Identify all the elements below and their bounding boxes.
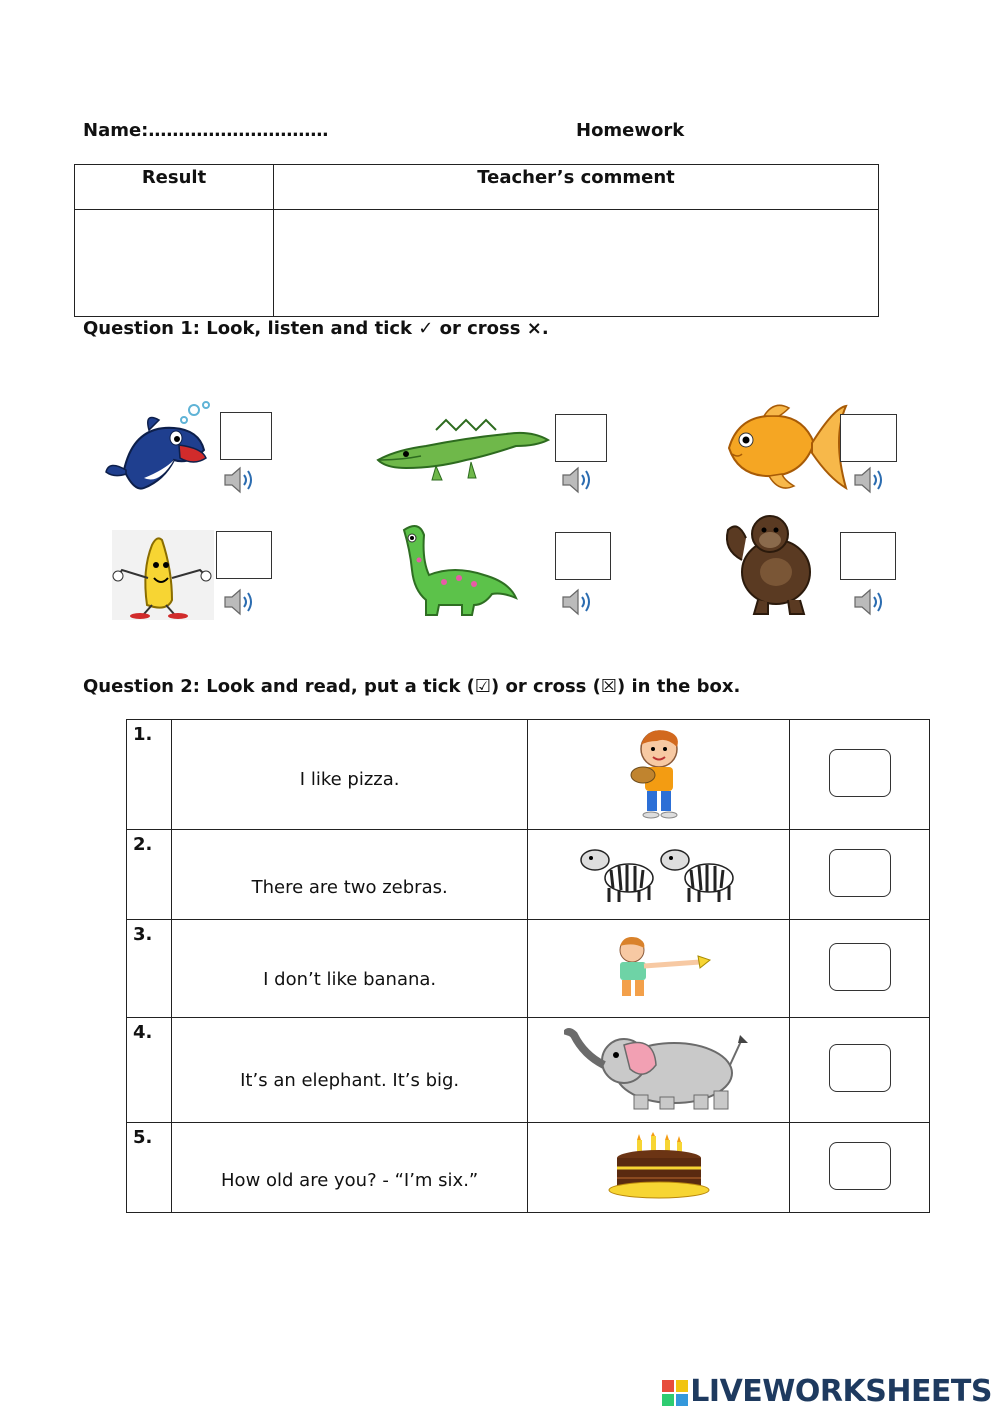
row-sentence: I like pizza. <box>299 769 400 790</box>
answer-box-1[interactable] <box>829 749 891 797</box>
row-sentence: It’s an elephant. It’s big. <box>240 1070 460 1091</box>
row-number: 2. <box>127 830 172 920</box>
answer-box-banana[interactable] <box>216 531 272 579</box>
zebras-icon <box>579 840 739 906</box>
liveworksheets-logo <box>662 1374 992 1409</box>
row-sentence: How old are you? - “I’m six.” <box>221 1170 479 1191</box>
dinosaur-icon <box>384 520 524 620</box>
answer-box-goldfish[interactable] <box>840 414 897 462</box>
logo-blocks-icon <box>662 1380 688 1406</box>
row-sentence: There are two zebras. <box>251 877 448 898</box>
row-number: 1. <box>127 720 172 830</box>
page-title: Homework <box>576 120 685 141</box>
speaker-icon[interactable] <box>852 465 888 495</box>
row-number: 4. <box>127 1018 172 1123</box>
banana-icon <box>112 530 214 620</box>
result-cell <box>75 210 274 317</box>
birthday-cake-icon <box>607 1132 711 1200</box>
table-row <box>127 830 930 920</box>
comment-cell <box>274 210 879 317</box>
question2-heading: Question 2: Look and read, put a tick (☑) or cross (☒) in the box. <box>83 676 741 697</box>
boy-eating-icon <box>627 727 691 819</box>
table-row <box>127 920 930 1018</box>
speaker-icon[interactable] <box>852 587 888 617</box>
answer-box-4[interactable] <box>829 1044 891 1092</box>
dolphin-icon <box>104 400 216 500</box>
elephant-icon <box>564 1025 754 1111</box>
speaker-icon[interactable] <box>222 465 258 495</box>
boy-pointing-icon <box>604 934 714 1000</box>
table-row <box>127 1123 930 1213</box>
row-sentence: I don’t like banana. <box>263 969 437 990</box>
crocodile-icon <box>376 410 552 482</box>
gorilla-icon <box>718 510 828 616</box>
result-table <box>74 164 879 317</box>
goldfish-icon <box>724 398 848 496</box>
answer-box-2[interactable] <box>829 849 891 897</box>
answer-box-gorilla[interactable] <box>840 532 896 580</box>
comment-header: Teacher’s comment <box>274 165 879 210</box>
speaker-icon[interactable] <box>560 465 596 495</box>
answer-box-dinosaur[interactable] <box>555 532 611 580</box>
speaker-icon[interactable] <box>222 587 258 617</box>
row-number: 3. <box>127 920 172 1018</box>
name-field-label: Name:………………………… <box>83 120 329 141</box>
speaker-icon[interactable] <box>560 587 596 617</box>
table-row <box>127 720 930 830</box>
answer-box-dolphin[interactable] <box>220 412 272 460</box>
question2-table <box>126 719 930 1213</box>
answer-box-5[interactable] <box>829 1142 891 1190</box>
brand-text: LIVEWORKSHEETS <box>690 1374 992 1409</box>
result-header: Result <box>75 165 274 210</box>
row-number: 5. <box>127 1123 172 1213</box>
question1-heading: Question 1: Look, listen and tick ✓ or cross ×. <box>83 318 549 339</box>
answer-box-crocodile[interactable] <box>555 414 607 462</box>
answer-box-3[interactable] <box>829 943 891 991</box>
table-row <box>127 1018 930 1123</box>
